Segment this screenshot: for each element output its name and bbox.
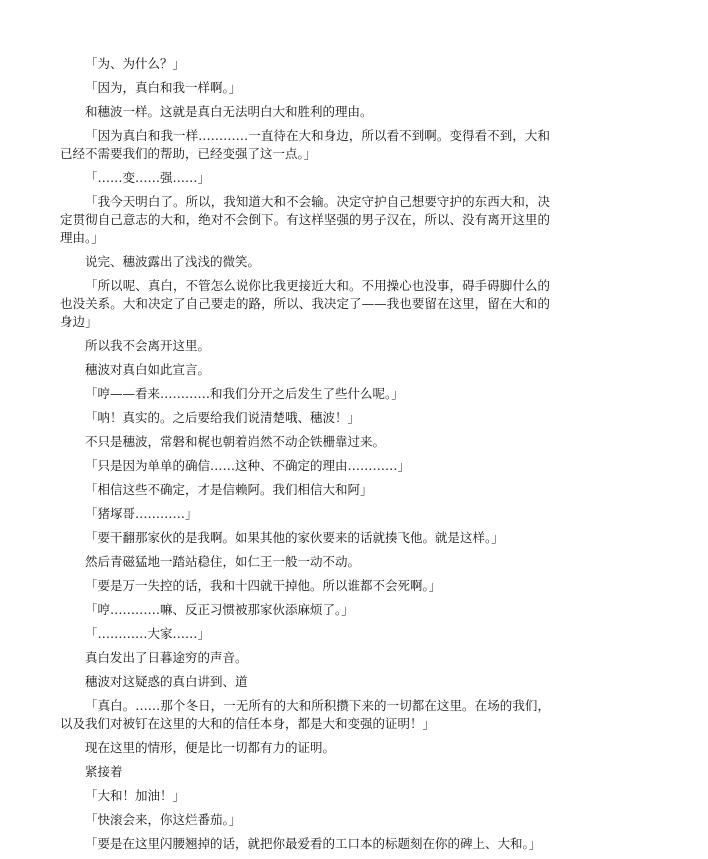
paragraph: 「因为，真白和我一样啊。」 [85, 80, 242, 95]
paragraph: 「为、为什么？」 [85, 56, 186, 71]
paragraph: 「我今天明白了。所以，我知道大和不会输。决定守护自己想要守护的东西大和，决定贯彻自己意志的大和，绝对不会倒下。有这样坚强的男子汉在，所以、没有离开这里的理由。」 [60, 194, 550, 245]
paragraph: 「真白。……那个冬日，一无所有的大和所积攒下来的一切都在这里。在场的我们，以及我们对被钉在这里的大和的信任本身，都是大和变强的证明！」 [60, 698, 550, 731]
paragraph: 「猪塚哥…………」 [85, 506, 198, 521]
paragraph: 「相信这些不确定，才是信赖阿。我们相信大和阿」 [85, 482, 373, 497]
paragraph: 说完、穗波露出了浅浅的微笑。 [85, 254, 261, 269]
paragraph: 「要是万一失控的话，我和十四就干掉他。所以谁都不会死啊。」 [85, 578, 442, 593]
document-page [60, 55, 550, 859]
paragraph: 穗波对真白如此宣言。 [85, 362, 211, 377]
paragraph: 「大和！加油！」 [85, 788, 186, 803]
paragraph: 「因为真白和我一样…………一直待在大和身边，所以看不到啊。变得看不到，大和已经不需要我们的帮助，已经变强了这一点。」 [60, 128, 550, 161]
paragraph: 「哼…………嘛、反正习惯被那家伙添麻烦了。」 [85, 602, 354, 617]
paragraph: 「只是因为单单的确信……这种、不确定的理由…………」 [85, 458, 411, 473]
paragraph: 不只是穗波，常磐和梶也朝着岿然不动企铁栅靠过来。 [85, 434, 386, 449]
paragraph: 紧接着 [85, 764, 123, 779]
paragraph: 所以我不会离开这里。 [85, 338, 211, 353]
paragraph: 「要干翻那家伙的是我啊。如果其他的家伙要来的话就揍飞他。就是这样。」 [85, 530, 504, 545]
paragraph: 「…………大家……」 [85, 626, 211, 641]
paragraph: 「哼——看来…………和我们分开之后发生了些什么呢。」 [85, 386, 404, 401]
paragraph: 真白发出了日暮途穷的声音。 [85, 650, 248, 665]
paragraph: 穗波对这疑惑的真白讲到、道 [85, 674, 248, 689]
paragraph: 「呐！真实的。之后要给我们说清楚哦、穗波！」 [85, 410, 361, 425]
paragraph: 然后青磁猛地一踏站稳住，如仁王一般一动不动。 [85, 554, 361, 569]
paragraph: 「所以呢、真白，不管怎么说你比我更接近大和。不用操心也没事，碍手碍脚什么的也没关系。大和决定了自己要走的路，所以、我决定了——我也要留在这里，留在大和的身边」 [60, 278, 550, 329]
paragraph: 「要是在这里闪腰翘掉的话，就把你最爱看的工口本的标题刻在你的碑上、大和。」 [85, 836, 542, 851]
paragraph: 现在这里的情形，便是比一切都有力的证明。 [85, 740, 336, 755]
paragraph: 「……变……强……」 [85, 170, 211, 185]
paragraph: 和穗波一样。这就是真白无法明白大和胜利的理由。 [85, 104, 373, 119]
paragraph: 「快滚会来，你这烂番茄。」 [85, 812, 242, 827]
